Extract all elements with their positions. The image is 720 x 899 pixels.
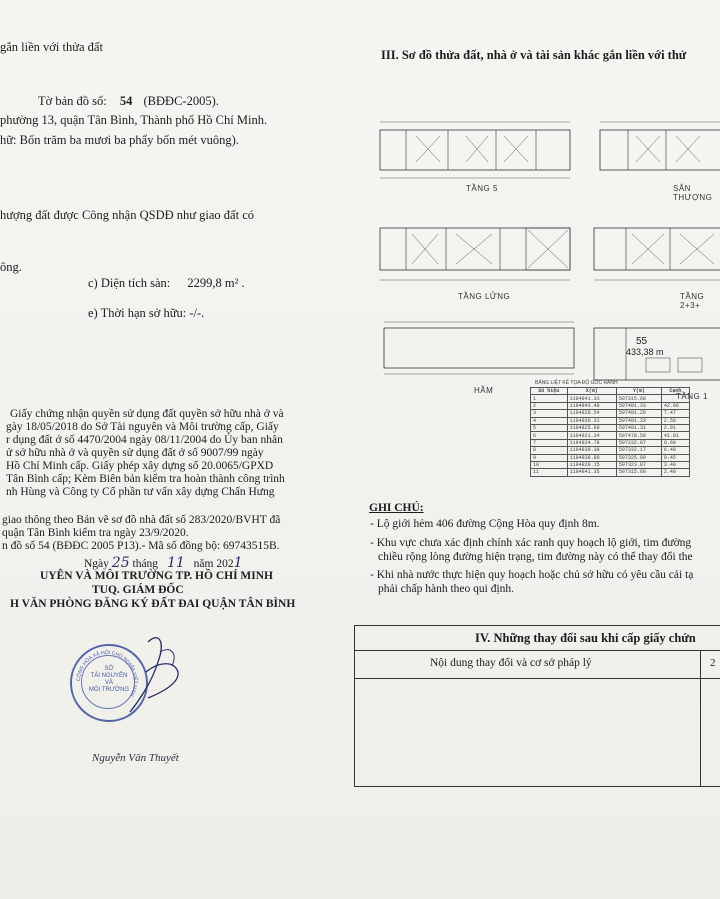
legal-line: gày 18/05/2018 do Sở Tài nguyên và Môi trường cấp, Giấy xyxy=(6,421,279,433)
coordinate-cell: 1194825.60 xyxy=(567,424,616,431)
coordinate-cell: 597332.17 xyxy=(616,447,661,454)
seal-center-line: TÀI NGUYÊN xyxy=(90,673,128,679)
coordinate-cell: 597315.68 xyxy=(616,395,661,402)
area-in-words: hữ: Bốn trăm ba mươi ba phẩy bốn mét vuông). xyxy=(0,133,239,147)
coordinate-cell: 1194824.78 xyxy=(567,439,616,446)
legal-line: nh Hùng và Công ty Cổ phần tư vấn xây dựng Chấn Hưng xyxy=(6,486,275,498)
signature xyxy=(118,632,188,722)
section-3-title: III. Sơ đồ thửa đất, nhà ở và tài sản khác gắn liền với thử xyxy=(381,48,687,62)
floor-plan-tang5 xyxy=(376,110,576,180)
coordinate-cell: 9 xyxy=(531,454,568,461)
coordinate-cell: 6.40 xyxy=(661,447,689,454)
plan-label: TẦNG 2+3+ xyxy=(680,292,705,310)
coordinate-cell: 1194841.33 xyxy=(567,395,616,402)
coordinate-cell: 1 xyxy=(531,395,568,402)
note-item: - Lộ giới hẻm 406 đường Cộng Hòa quy định 8m. xyxy=(370,518,600,530)
coordinate-cell: 597491.33 xyxy=(616,417,661,424)
section-4-column-header xyxy=(355,650,720,679)
plan-label: TẦNG 5 xyxy=(466,184,498,193)
coordinate-cell: 1194843.48 xyxy=(567,402,616,409)
coordinate-row xyxy=(531,439,690,446)
coordinate-cell: 42.06 xyxy=(661,402,689,409)
coordinate-cell: 597491.28 xyxy=(616,410,661,417)
section-4-header xyxy=(355,626,720,651)
coordinate-table xyxy=(530,387,690,477)
floor-plan-tang-2-3-4 xyxy=(590,208,720,283)
signing-organization: UYÊN VÀ MÔI TRƯỜNG TP. HỒ CHÍ MINH xyxy=(40,570,274,582)
plan-label: HẦM xyxy=(474,386,494,395)
text-fragment: ông. xyxy=(0,260,22,274)
coordinate-cell: 10 xyxy=(531,461,568,468)
coordinate-cell: 41.81 xyxy=(661,432,689,439)
coordinate-header-cell: Y(m) xyxy=(616,388,661,395)
address: phường 13, quận Tân Bình, Thành phố Hồ Chí Minh. xyxy=(0,113,268,127)
floor-area-label: c) Diện tích sàn: xyxy=(88,276,171,290)
map-sheet-ref: (BĐĐC-2005). xyxy=(143,94,219,108)
coordinate-row xyxy=(531,469,690,476)
coordinate-cell: 597315.68 xyxy=(616,469,661,476)
coordinate-header-cell: X(m) xyxy=(567,388,616,395)
section-header: gắn liền với thửa đất xyxy=(0,40,103,54)
coordinate-cell: 1194828.54 xyxy=(567,410,616,417)
date-year-hand: 1 xyxy=(233,555,243,571)
coordinate-table-caption: BẢNG LIỆT KÊ TỌA ĐỘ GÓC RANH xyxy=(535,380,618,386)
coordinate-cell: 597323.87 xyxy=(616,461,661,468)
date-prefix: Ngày xyxy=(84,558,109,570)
floor-plan-san-thuong xyxy=(596,110,720,180)
coordinate-cell: 1194828.15 xyxy=(567,461,616,468)
parcel-area: 433,38 m xyxy=(626,347,664,357)
seal-center-line: SỞ xyxy=(104,666,114,672)
note-text: Lộ giới hẻm 406 đường Cộng Hòa quy định 8m. xyxy=(376,518,600,530)
date-month-label: tháng xyxy=(132,558,159,570)
coordinate-cell xyxy=(661,395,689,402)
coordinate-row xyxy=(531,454,690,461)
traffic-line: quận Tân Bình kiểm tra ngày 23/9/2020. xyxy=(2,527,189,539)
coordinate-cell: 1194821.34 xyxy=(567,432,616,439)
seal-center-line: MÔI TRƯỜNG xyxy=(88,687,130,693)
coordinate-row xyxy=(531,461,690,468)
note-text: Khi nhà nước thực hiện quy hoạch hoặc chủ sở hữu có yêu cầu cải tạ xyxy=(376,569,694,581)
legal-line: r dụng đất ở số 4470/2004 ngày 08/11/2004 do Ủy ban nhân xyxy=(6,434,283,446)
date-year-label: năm 202 xyxy=(193,558,234,570)
coordinate-row xyxy=(531,402,690,409)
date-month: 11 xyxy=(166,555,185,571)
note-text: Khu vực chưa xác định chính xác ranh quy hoạch lộ giới, tim đường xyxy=(376,537,692,549)
traffic-line: giao thông theo Bản vẽ sơ đồ nhà đất số 283/2020/BVHT đã xyxy=(2,514,281,526)
coordinate-row xyxy=(531,395,690,402)
coordinate-row xyxy=(531,447,690,454)
floor-plan-tang-lung xyxy=(376,208,576,283)
plan-label: TẦNG LỬNG xyxy=(458,292,511,301)
note-item-continued: phải chấp hành theo qui định. xyxy=(378,583,515,595)
coordinate-cell: 1194839.38 xyxy=(567,447,616,454)
plan-label: TẦNG 1 xyxy=(676,392,708,401)
coordinate-cell: 0.60 xyxy=(661,439,689,446)
map-sheet-number: 54 xyxy=(119,94,133,108)
coordinate-cell: 4 xyxy=(531,417,568,424)
coordinate-cell: 597491.31 xyxy=(616,424,661,431)
note-item: - Khi nhà nước thực hiện quy hoạch hoặc chủ sở hữu có yêu cầu cải tạ xyxy=(370,569,694,581)
date-day: 25 xyxy=(111,555,130,571)
notes-title: GHI CHÚ: xyxy=(369,502,424,514)
coordinate-cell: 2.91 xyxy=(661,424,689,431)
coordinate-row xyxy=(531,410,690,417)
signing-role: TUQ. GIÁM ĐỐC xyxy=(92,584,184,596)
traffic-line: n đồ số 54 (BĐĐC 2005 P13).- Mã số đồng bộ: 69743515B. xyxy=(2,540,280,552)
section-4-title: IV. Những thay đổi sau khi cấp giấy chứn xyxy=(475,631,696,645)
coordinate-cell: 7 xyxy=(531,439,568,446)
coordinate-cell: 7.47 xyxy=(661,410,689,417)
floor-plan-ham xyxy=(376,318,586,378)
coordinate-cell: 597491.33 xyxy=(616,402,661,409)
section-4-box xyxy=(354,625,720,787)
coordinate-row xyxy=(531,417,690,424)
section-4-col-2: 2 xyxy=(710,657,716,669)
coordinate-cell: 0.45 xyxy=(661,454,689,461)
section-4-col-content: Nội dung thay đổi và cơ sở pháp lý xyxy=(430,657,592,669)
ownership-term: e) Thời hạn sở hữu: -/-. xyxy=(88,306,205,320)
coordinate-cell: 6 xyxy=(531,432,568,439)
map-sheet-label: Tờ bản đồ số: xyxy=(38,94,107,108)
signing-office: H VĂN PHÒNG ĐĂNG KÝ ĐẤT ĐAI QUẬN TÂN BÌNH xyxy=(10,598,296,610)
legal-line: Hồ Chí Minh cấp. Giấy phép xây dựng số 20.0065/GPXD xyxy=(6,460,274,472)
coordinate-row xyxy=(531,424,690,431)
coordinate-cell: 1194841.35 xyxy=(567,469,616,476)
note-item: - Khu vực chưa xác định chính xác ranh quy hoạch lộ giới, tim đường xyxy=(370,537,692,549)
coordinate-cell: 2.40 xyxy=(661,469,689,476)
coordinate-cell: 1194838.80 xyxy=(567,454,616,461)
coordinate-cell: 597332.87 xyxy=(616,439,661,446)
issue-date xyxy=(84,555,243,571)
map-sheet-line xyxy=(38,94,219,109)
coordinate-cell: 597325.09 xyxy=(616,454,661,461)
plan-label: SÂN THƯỢNG xyxy=(673,184,713,202)
coordinate-cell: 2.56 xyxy=(661,417,689,424)
coordinate-row xyxy=(531,432,690,439)
land-origin: hượng đất được Công nhận QSDĐ như giao đất có xyxy=(0,208,254,222)
section-4-divider xyxy=(700,650,701,786)
seal-ring-text: CỘNG HÒA XÃ HỘI CHỦ NGHĨA VIỆT NAM xyxy=(75,649,139,698)
floor-area-value: 2299,8 m² . xyxy=(187,276,245,290)
coordinate-cell: 597478.58 xyxy=(616,432,661,439)
coordinate-header-cell: Số hiệu xyxy=(531,388,568,395)
signer-name: Nguyễn Văn Thuyết xyxy=(92,752,179,764)
coordinate-cell: 5 xyxy=(531,424,568,431)
coordinate-cell: 1194830.31 xyxy=(567,417,616,424)
coordinate-cell: 2 xyxy=(531,402,568,409)
coordinate-cell: 3 xyxy=(531,410,568,417)
seal-center-line: VÀ xyxy=(104,680,113,686)
legal-line: Tân Bình cấp; Kèm Biên bản kiểm tra hoàn thành công trình xyxy=(6,473,285,485)
legal-line: ử sở hữu nhà ở và quyền sử dụng đất ở số 9007/99 ngày xyxy=(6,447,264,459)
parcel-number: 55 xyxy=(636,336,648,347)
legal-line: Giấy chứng nhận quyền sử dụng đất quyền sở hữu nhà ở và xyxy=(10,408,284,420)
coordinate-header-cell: Cạnh xyxy=(661,388,689,395)
coordinate-cell: 11 xyxy=(531,469,568,476)
coordinate-table-header xyxy=(531,388,690,395)
note-item-continued: chiều rộng lòng đường hiện trạng, tim đường này có thể thay đổi the xyxy=(378,551,693,563)
coordinate-cell: 3.40 xyxy=(661,461,689,468)
coordinate-cell: 8 xyxy=(531,447,568,454)
floor-area xyxy=(88,276,245,291)
